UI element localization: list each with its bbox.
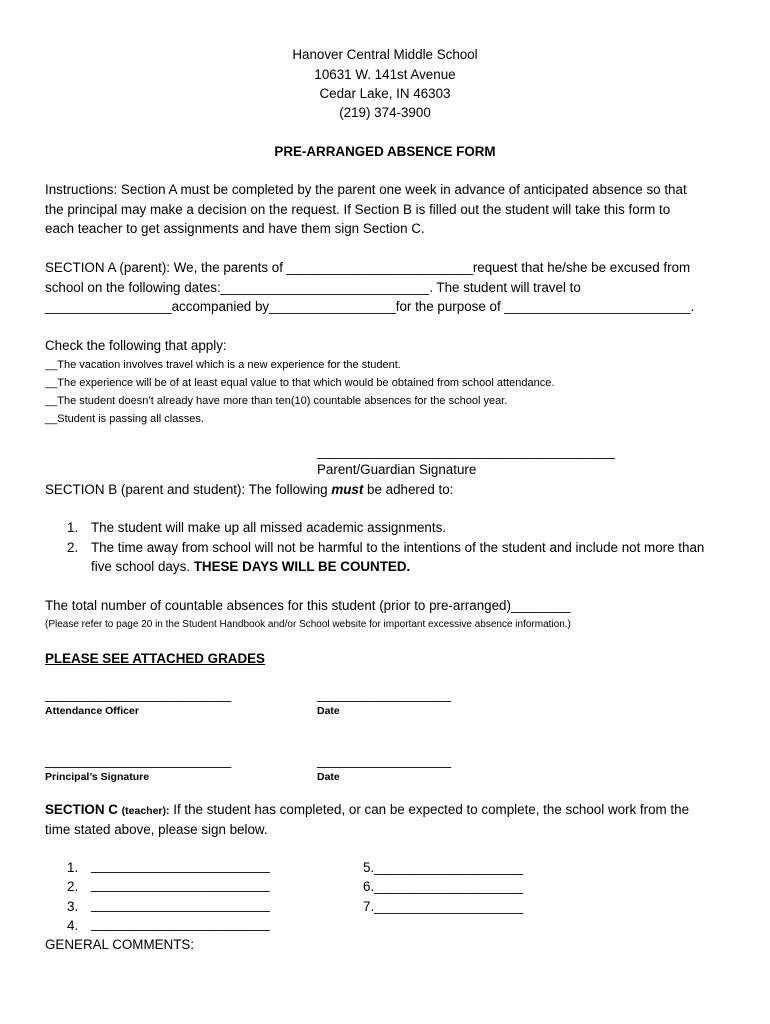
attendance-officer-signature-line[interactable]: _________________________	[45, 687, 232, 702]
checklist-item[interactable]: __The experience will be of at least equal value to that which would be obtained from school attendance.	[45, 377, 555, 389]
attendance-officer-label: Attendance Officer	[45, 705, 139, 717]
section-b-item: The student will make up all missed academic assignments.	[91, 520, 447, 535]
teacher-number: 2.	[67, 879, 79, 894]
handbook-note: (Please refer to page 20 in the Student Handbook and/or School website for important excessive absence information.)	[45, 619, 571, 630]
checklist-item[interactable]: __The vacation involves travel which is a new experience for the student.	[45, 359, 401, 371]
section-b-heading: SECTION B (parent and student): The following must be adhered to:	[45, 482, 454, 497]
teacher-signature-line[interactable]: ________________________	[91, 858, 270, 873]
section-b-item-number: 2.	[67, 540, 79, 555]
school-phone: (219) 374-3900	[339, 105, 431, 120]
date-line[interactable]: __________________	[317, 687, 452, 702]
teacher-number: 1.	[67, 860, 79, 875]
principal-signature-label: Principal’s Signature	[45, 771, 150, 783]
school-address-line2: Cedar Lake, IN 46303	[319, 86, 451, 101]
teacher-number: 4.	[67, 918, 79, 933]
section-a-line: _________________accompanied by_________________for the purpose of _________________________.	[45, 299, 695, 314]
instructions-line: Instructions: Section A must be completed by the parent one week in advance of anticipated absence so that	[45, 182, 687, 197]
parent-signature-line[interactable]: ________________________________________	[317, 444, 615, 459]
teacher-signature-line[interactable]: ________________________	[91, 916, 270, 931]
section-a-line: SECTION A (parent): We, the parents of _________________________request that he/she be excused from	[45, 260, 691, 275]
school-name: Hanover Central Middle School	[292, 47, 478, 62]
section-a-line: school on the following dates:____________________________. The student will travel to	[45, 280, 581, 295]
section-c-title: SECTION C	[45, 802, 122, 817]
date-label: Date	[317, 771, 340, 783]
section-c-heading: SECTION C (teacher): If the student has completed, or can be expected to complete, the school work from the	[45, 802, 690, 817]
teacher-signature-line[interactable]: ________________________	[91, 877, 270, 892]
teacher-signature-line[interactable]: 7.____________________	[363, 899, 524, 914]
instructions-line: each teacher to get assignments and have them sign Section C.	[45, 221, 425, 236]
section-c-text: time stated above, please sign below.	[45, 822, 268, 837]
general-comments-label: GENERAL COMMENTS:	[45, 937, 195, 952]
section-b-item: The time away from school will not be harmful to the intentions of the student and include not more than	[91, 540, 705, 555]
instructions-line: the principal may make a decision on the request. If Section B is filled out the student will take this form to	[45, 202, 671, 217]
checklist-item[interactable]: __Student is passing all classes.	[45, 413, 204, 425]
section-b-emphasis: must	[331, 482, 364, 497]
school-address-line1: 10631 W. 141st Avenue	[314, 67, 456, 82]
teacher-signature-line[interactable]: ________________________	[91, 897, 270, 912]
days-counted-notice: THESE DAYS WILL BE COUNTED.	[193, 559, 411, 574]
parent-signature-label: Parent/Guardian Signature	[317, 462, 477, 477]
checklist-item[interactable]: __The student doesn’t already have more than ten(10) countable absences for the school year.	[45, 395, 508, 407]
attached-grades-notice: PLEASE SEE ATTACHED GRADES	[45, 651, 265, 666]
date-label: Date	[317, 705, 340, 717]
principal-signature-line[interactable]: _________________________	[45, 753, 232, 768]
countable-absences-line[interactable]: The total number of countable absences for this student (prior to pre-arranged)________	[45, 598, 571, 613]
form-title: PRE-ARRANGED ABSENCE FORM	[274, 144, 496, 159]
teacher-number: 3.	[67, 899, 79, 914]
section-c-subtitle: (teacher):	[121, 805, 170, 817]
section-b-item-continued: five school days. THESE DAYS WILL BE COUNTED.	[91, 559, 411, 574]
checklist-heading: Check the following that apply:	[45, 338, 227, 353]
teacher-signature-line[interactable]: 6.____________________	[363, 879, 524, 894]
teacher-signature-line[interactable]: 5.____________________	[363, 860, 524, 875]
date-line[interactable]: __________________	[317, 753, 452, 768]
section-b-item-number: 1.	[67, 520, 79, 535]
